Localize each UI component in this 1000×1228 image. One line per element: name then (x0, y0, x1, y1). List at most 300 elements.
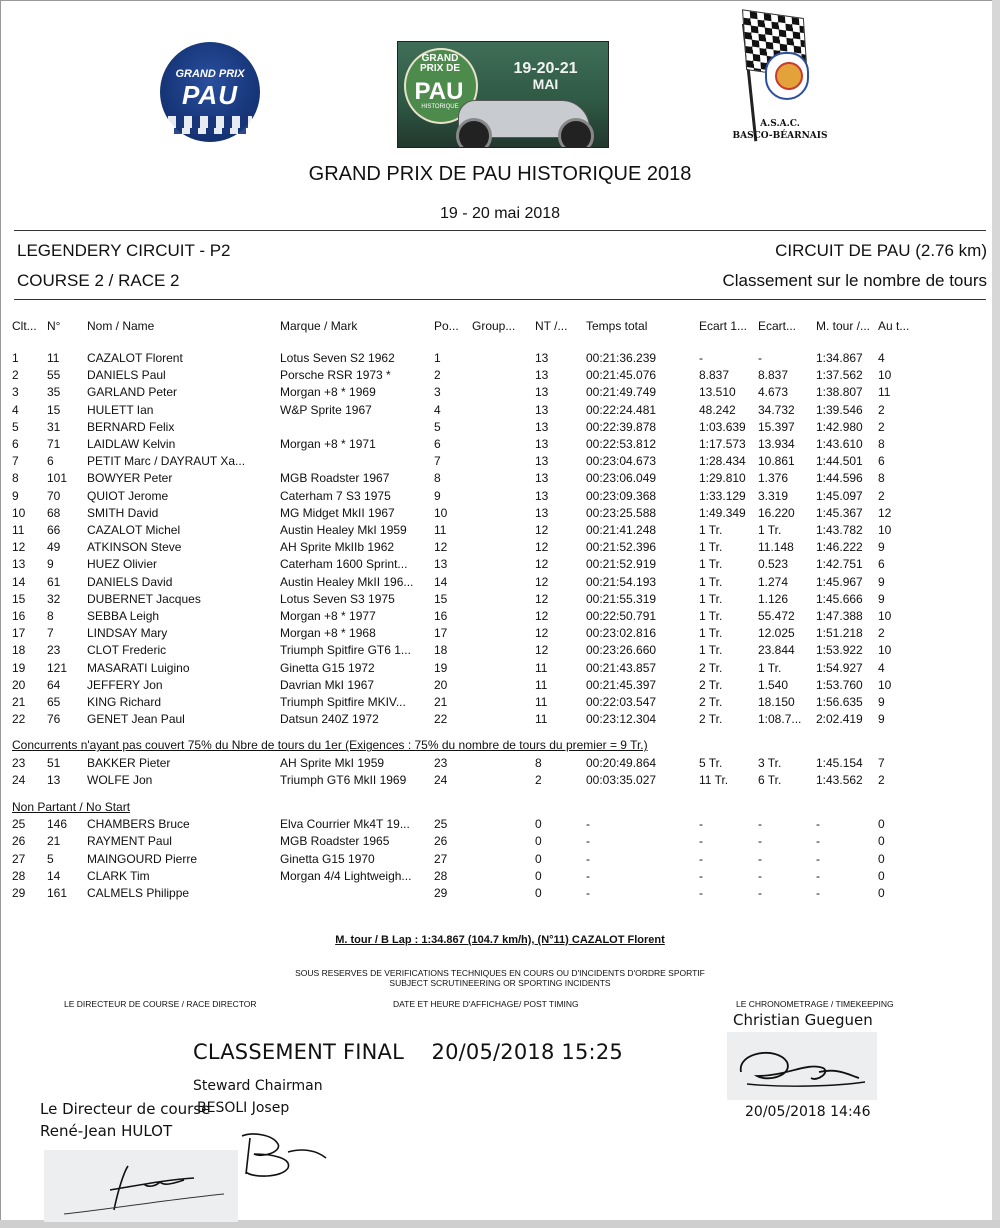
table-cell: 12 (535, 591, 549, 606)
table-cell: 13 (535, 351, 549, 365)
table-cell: 9 (878, 591, 885, 606)
table-cell: 55 (47, 368, 61, 383)
table-row (12, 470, 918, 487)
table-cell: 64 (47, 677, 61, 692)
table-cell: 13 (47, 772, 61, 787)
table-cell: 12 (535, 626, 549, 641)
table-cell: BOWYER Peter (87, 471, 173, 486)
table-cell: - (586, 817, 590, 832)
table-cell: 8 (535, 755, 542, 770)
table-cell: 2 (878, 626, 885, 641)
col-header: NT /... (535, 319, 568, 333)
table-cell: 32 (47, 591, 61, 606)
table-cell: RAYMENT Paul (87, 834, 172, 849)
table-cell: 3 Tr. (758, 755, 782, 770)
table-cell: 1:45.154 (816, 755, 863, 770)
table-cell: Morgan +8 * 1968 (280, 626, 376, 641)
table-cell: 7 (47, 626, 54, 641)
table-cell: - (816, 851, 820, 866)
timekeeper-datetime: 20/05/2018 14:46 (745, 1104, 871, 1120)
table-cell: 14 (12, 574, 26, 589)
table-cell: 16 (434, 609, 448, 624)
table-cell: 1:44.596 (816, 471, 863, 486)
grand-prix-pau-logo: GRAND PRIX PAU (160, 42, 260, 142)
role-posting: DATE ET HEURE D'AFFICHAGE/ POST TIMING (393, 999, 579, 1009)
table-cell: 12 (535, 557, 549, 572)
table-cell: MAINGOURD Pierre (87, 851, 198, 866)
table-cell: 22 (434, 712, 448, 727)
table-row (12, 772, 918, 789)
table-cell: 161 (47, 886, 68, 901)
table-cell: AH Sprite MkIIb 1962 (280, 540, 395, 555)
table-cell: 1 Tr. (699, 574, 723, 589)
table-cell: CALMELS Philippe (87, 886, 190, 901)
table-cell: 9 (47, 557, 54, 572)
table-cell: 00:23:26.660 (586, 643, 657, 658)
table-cell: - (699, 817, 703, 832)
table-cell: 28 (12, 868, 26, 883)
table-cell: 21 (47, 834, 61, 849)
table-cell: 11 (535, 677, 548, 692)
table-cell: MG Midget MkII 1967 (280, 505, 395, 520)
table-cell: Austin Healey MkI 1959 (280, 523, 407, 538)
table-cell: 0 (878, 817, 885, 832)
table-cell: 23 (434, 755, 448, 770)
table-cell: Davrian MkI 1967 (280, 677, 375, 692)
table-cell: 13 (535, 488, 549, 503)
table-cell: 146 (47, 817, 68, 832)
col-header: Temps total (586, 319, 648, 333)
table-cell (472, 868, 535, 885)
table-cell: 00:22:39.878 (586, 419, 657, 434)
table-cell: HULETT Ian (87, 402, 154, 417)
table-cell: 11 (434, 523, 447, 538)
table-cell: 1 Tr. (699, 557, 723, 572)
table-cell: - (699, 851, 703, 866)
table-cell: MGB Roadster 1965 (280, 834, 390, 849)
table-cell: 00:21:45.397 (586, 677, 657, 692)
table-cell: DANIELS Paul (87, 368, 166, 383)
table-cell: 1:17.573 (699, 437, 746, 452)
table-row (12, 488, 918, 505)
table-cell: Morgan +8 * 1969 (280, 385, 376, 400)
table-cell (280, 453, 434, 470)
table-row (12, 694, 918, 711)
table-row (12, 851, 918, 868)
table-row (12, 402, 918, 419)
table-cell: 11.148 (758, 540, 794, 555)
col-header: N° (47, 319, 61, 333)
table-cell: 1 (434, 351, 441, 365)
table-row (12, 711, 918, 728)
table-cell: 13 (434, 557, 448, 572)
table-cell: QUIOT Jerome (87, 488, 169, 503)
table-cell: 13 (535, 385, 549, 400)
col-header: M. tour /... (816, 319, 871, 333)
table-row (12, 591, 918, 608)
table-cell (472, 694, 535, 711)
table-cell: 18.150 (758, 695, 795, 710)
table-cell: 21 (434, 695, 448, 710)
table-cell (472, 772, 535, 789)
table-cell: 1.376 (758, 471, 789, 486)
table-cell: 10 (878, 523, 892, 538)
table-cell: WOLFE Jon (87, 772, 153, 787)
table-cell: - (758, 817, 762, 832)
table-cell: 5 (434, 419, 441, 434)
table-cell (472, 556, 535, 573)
table-cell: 23.844 (758, 643, 795, 658)
table-cell (472, 384, 535, 401)
table-row (12, 833, 918, 850)
table-cell: 1:42.980 (816, 419, 863, 434)
table-cell: Caterham 1600 Sprint... (280, 557, 408, 572)
table-cell: 12 (12, 540, 26, 555)
table-cell: 00:21:54.193 (586, 574, 657, 589)
table-cell: 29 (434, 886, 448, 901)
table-cell: Porsche RSR 1973 * (280, 368, 391, 383)
table-cell: - (816, 886, 820, 901)
table-cell: Elva Courrier Mk4T 19... (280, 817, 410, 832)
steward-signature (232, 1128, 332, 1188)
table-cell: 76 (47, 712, 61, 727)
table-cell: 1 Tr. (699, 523, 723, 538)
table-cell: 11 (12, 523, 25, 538)
table-cell: 27 (434, 851, 448, 866)
table-cell: 1:47.388 (816, 609, 863, 624)
col-header: Ecart... (758, 319, 797, 333)
table-cell: 12 (434, 540, 448, 555)
table-cell: 13 (535, 368, 549, 383)
table-cell: 6 (47, 454, 54, 469)
divider-header (14, 299, 986, 300)
table-cell: 00:23:12.304 (586, 712, 657, 727)
table-cell (280, 419, 434, 436)
table-row (12, 660, 918, 677)
table-cell: 13 (535, 419, 549, 434)
table-cell: - (758, 868, 762, 883)
table-cell: 00:23:06.049 (586, 471, 657, 486)
table-row (12, 755, 918, 772)
table-cell: 71 (47, 437, 61, 452)
table-cell: - (758, 851, 762, 866)
table-cell: 1 Tr. (758, 660, 782, 675)
table-cell: 1 Tr. (699, 540, 723, 555)
table-cell: 10 (434, 505, 448, 520)
table-cell: 65 (47, 695, 61, 710)
col-header: Po... (434, 319, 459, 333)
table-cell: 2 (878, 488, 885, 503)
table-cell: CHAMBERS Bruce (87, 817, 190, 832)
table-cell: 13 (12, 557, 26, 572)
director-signature (44, 1150, 238, 1222)
table-cell: 1:37.562 (816, 368, 863, 383)
table-cell: 0.523 (758, 557, 789, 572)
table-cell: CAZALOT Florent (87, 351, 183, 365)
table-cell: GENET Jean Paul (87, 712, 185, 727)
table-cell: 23 (47, 643, 61, 658)
table-cell: 19 (12, 660, 26, 675)
table-cell: Triumph GT6 MkII 1969 (280, 772, 407, 787)
table-cell: 1 Tr. (699, 609, 723, 624)
table-cell: 66 (47, 523, 61, 538)
table-cell: 00:20:49.864 (586, 755, 657, 770)
table-cell: 00:23:09.368 (586, 488, 657, 503)
table-cell (472, 851, 535, 868)
table-cell: 0 (535, 886, 542, 901)
col-header: Nom / Name (87, 319, 155, 333)
table-cell: MASARATI Luigino (87, 660, 190, 675)
table-cell: 2 (12, 368, 19, 383)
table-cell: 9 (12, 488, 19, 503)
table-cell (472, 625, 535, 642)
table-cell (472, 505, 535, 522)
divider-top (14, 230, 986, 231)
table-cell: 14 (47, 868, 61, 883)
table-row (12, 367, 918, 384)
table-cell: 35 (47, 385, 61, 400)
table-cell: Morgan +8 * 1977 (280, 609, 376, 624)
table-cell: JEFFERY Jon (87, 677, 163, 692)
table-cell: Morgan +8 * 1971 (280, 437, 376, 452)
table-row (12, 816, 918, 833)
table-cell: 4 (878, 660, 885, 675)
role-director: LE DIRECTEUR DE COURSE / RACE DIRECTOR (64, 999, 257, 1009)
table-cell: 1:39.546 (816, 402, 863, 417)
table-cell: 1:34.867 (816, 351, 863, 365)
crest-icon (765, 52, 809, 100)
table-cell: 11 (535, 695, 548, 710)
table-cell: KING Richard (87, 695, 162, 710)
table-cell: 28 (434, 868, 448, 883)
table-cell: 1 Tr. (758, 523, 782, 538)
table-cell: 00:21:52.396 (586, 540, 657, 555)
table-cell: 12 (535, 574, 549, 589)
table-cell: 10 (878, 609, 892, 624)
table-cell: Datsun 240Z 1972 (280, 712, 379, 727)
table-cell: 61 (47, 574, 61, 589)
table-cell: - (699, 351, 703, 365)
table-cell: 9 (878, 712, 885, 727)
table-cell: 7 (878, 755, 885, 770)
table-cell: 4 (878, 351, 885, 365)
table-cell: 12 (535, 540, 549, 555)
table-cell: 5 (12, 419, 19, 434)
table-cell: 10 (878, 368, 892, 383)
table-cell: 12 (535, 523, 549, 538)
ranking-note: Classement sur le nombre de tours (722, 271, 987, 290)
table-cell (472, 402, 535, 419)
table-cell: 13.510 (699, 385, 736, 400)
table-cell: BAKKER Pieter (87, 755, 171, 770)
historique-poster-logo: GRAND PRIX DE PAU HISTORIQUE 19-20-21 MAI (397, 41, 609, 148)
table-cell: 48.242 (699, 402, 736, 417)
table-cell: 0 (878, 868, 885, 883)
table-cell (472, 816, 535, 833)
table-cell: - (816, 834, 820, 849)
table-cell: 1:08.7... (758, 712, 802, 727)
table-cell: - (586, 886, 590, 901)
role-timekeeping: LE CHRONOMETRAGE / TIMEKEEPING (736, 999, 894, 1009)
table-cell: 20 (12, 677, 26, 692)
table-cell: 9 (878, 540, 885, 555)
table-cell: 11 (47, 351, 60, 365)
table-cell: 1:56.635 (816, 695, 863, 710)
table-cell: 2 (878, 772, 885, 787)
table-cell: 9 (878, 695, 885, 710)
table-cell: Lotus Seven S2 1962 (280, 351, 395, 365)
table-cell: W&P Sprite 1967 (280, 402, 372, 417)
table-cell: 00:23:04.673 (586, 454, 657, 469)
table-cell: Lotus Seven S3 1975 (280, 591, 395, 606)
table-cell: 29 (12, 886, 26, 901)
table-cell: LAIDLAW Kelvin (87, 437, 176, 452)
table-cell: Ginetta G15 1970 (280, 851, 375, 866)
table-cell: 0 (535, 834, 542, 849)
table-cell: 1:43.562 (816, 772, 863, 787)
table-cell: 00:21:55.319 (586, 591, 657, 606)
table-cell: 70 (47, 488, 61, 503)
table-cell: 1:45.666 (816, 591, 863, 606)
table-cell: 49 (47, 540, 61, 555)
table-row (12, 436, 918, 453)
director-signature-box (44, 1150, 238, 1222)
table-cell: 16 (12, 609, 26, 624)
table-cell: 1:54.927 (816, 660, 863, 675)
table-cell: 10 (12, 505, 26, 520)
table-cell: 1 Tr. (699, 643, 723, 658)
table-cell: 15 (12, 591, 26, 606)
table-cell: 8 (12, 471, 19, 486)
table-cell: 2 Tr. (699, 712, 723, 727)
table-cell (472, 885, 535, 902)
table-cell: 12 (535, 609, 549, 624)
table-cell: 12 (535, 643, 549, 658)
table-cell: - (758, 834, 762, 849)
table-cell: 19 (434, 660, 448, 675)
table-cell: 18 (12, 643, 26, 658)
table-cell: - (586, 851, 590, 866)
race-name: COURSE 2 / RACE 2 (17, 271, 180, 290)
table-cell: 1:28.434 (699, 454, 746, 469)
table-cell: 4 (12, 402, 19, 417)
table-cell: 5 Tr. (699, 755, 723, 770)
table-cell (472, 488, 535, 505)
table-cell: 3.319 (758, 488, 789, 503)
col-header: Group... (472, 319, 516, 333)
table-cell: 26 (434, 834, 448, 849)
table-cell: 00:22:24.481 (586, 402, 657, 417)
col-header: Clt... (12, 319, 37, 333)
table-cell: 17 (434, 626, 448, 641)
table-cell (472, 755, 535, 772)
table-cell: - (758, 351, 762, 365)
table-row (12, 419, 918, 436)
table-cell: 0 (878, 851, 885, 866)
table-cell: 3 (434, 385, 441, 400)
table-cell: CLARK Tim (87, 868, 150, 883)
table-cell (472, 833, 535, 850)
final-classification: CLASSEMENT FINAL 20/05/2018 15:25 (193, 1040, 623, 1064)
table-cell: 1 Tr. (699, 626, 723, 641)
steward-title: Steward Chairman (193, 1078, 323, 1094)
table-row (12, 505, 918, 522)
table-cell: 20 (434, 677, 448, 692)
table-cell: 2 Tr. (699, 677, 723, 692)
table-cell: 25 (12, 817, 26, 832)
table-row (12, 625, 918, 642)
table-cell: 31 (47, 419, 61, 434)
table-cell: 11 (535, 660, 548, 675)
table-cell: 23 (12, 755, 26, 770)
table-cell: 1:42.751 (816, 557, 863, 572)
table-row (12, 522, 918, 539)
table-cell: 1 (12, 351, 19, 365)
table-cell (472, 574, 535, 591)
table-cell: 24 (12, 772, 26, 787)
results-table (12, 316, 918, 902)
table-cell: 1:45.967 (816, 574, 863, 589)
table-cell: 2 Tr. (699, 660, 723, 675)
table-cell: Ginetta G15 1972 (280, 660, 375, 675)
table-cell: 5 (47, 851, 54, 866)
table-cell: 15.397 (758, 419, 795, 434)
table-cell: 2 (878, 402, 885, 417)
table-cell: 00:03:35.027 (586, 772, 657, 787)
section-no-start-heading: Non Partant / No Start (12, 800, 131, 815)
reserve-notice: SOUS RESERVES DE VERIFICATIONS TECHNIQUES EN COURS OU D'INCIDENTS D'ORDRE SPORTIF (295, 968, 705, 978)
table-cell: 0 (878, 834, 885, 849)
table-cell: Austin Healey MkII 196... (280, 574, 414, 589)
table-cell: 1:03.639 (699, 419, 746, 434)
table-cell: 11 Tr. (699, 772, 729, 787)
table-cell: DANIELS David (87, 574, 173, 589)
table-cell: 1:43.782 (816, 523, 863, 538)
table-cell: 00:21:45.076 (586, 368, 657, 383)
table-cell (472, 522, 535, 539)
table-cell: ATKINSON Steve (87, 540, 182, 555)
table-cell: 6 Tr. (758, 772, 782, 787)
table-cell: 2:02.419 (816, 712, 863, 727)
table-cell: 0 (535, 817, 542, 832)
table-cell (472, 660, 535, 677)
director-title: Le Directeur de course (40, 1100, 211, 1118)
table-cell (472, 367, 535, 384)
table-cell: CAZALOT Michel (87, 523, 181, 538)
table-row (12, 868, 918, 885)
table-cell: 9 (878, 574, 885, 589)
table-cell: 25 (434, 817, 448, 832)
table-cell: 55.472 (758, 609, 795, 624)
table-cell: 6 (434, 437, 441, 452)
table-cell: 27 (12, 851, 26, 866)
table-cell: 8 (47, 609, 54, 624)
table-cell: 8.837 (758, 368, 789, 383)
timekeeper-name: Christian Gueguen (733, 1011, 873, 1029)
table-cell: HUEZ Olivier (87, 557, 158, 572)
table-cell: 16.220 (758, 505, 795, 520)
table-cell: 1:38.807 (816, 385, 863, 400)
table-row (12, 350, 918, 367)
table-cell: 10.861 (758, 454, 795, 469)
table-cell: 7 (12, 454, 19, 469)
table-cell: 2 (878, 419, 885, 434)
table-cell: 0 (535, 851, 542, 866)
table-cell: 22 (12, 712, 26, 727)
table-cell: - (699, 886, 703, 901)
table-cell (472, 642, 535, 659)
fastest-lap: M. tour / B Lap : 1:34.867 (104.7 km/h), (N°11) CAZALOT Florent (335, 934, 665, 946)
